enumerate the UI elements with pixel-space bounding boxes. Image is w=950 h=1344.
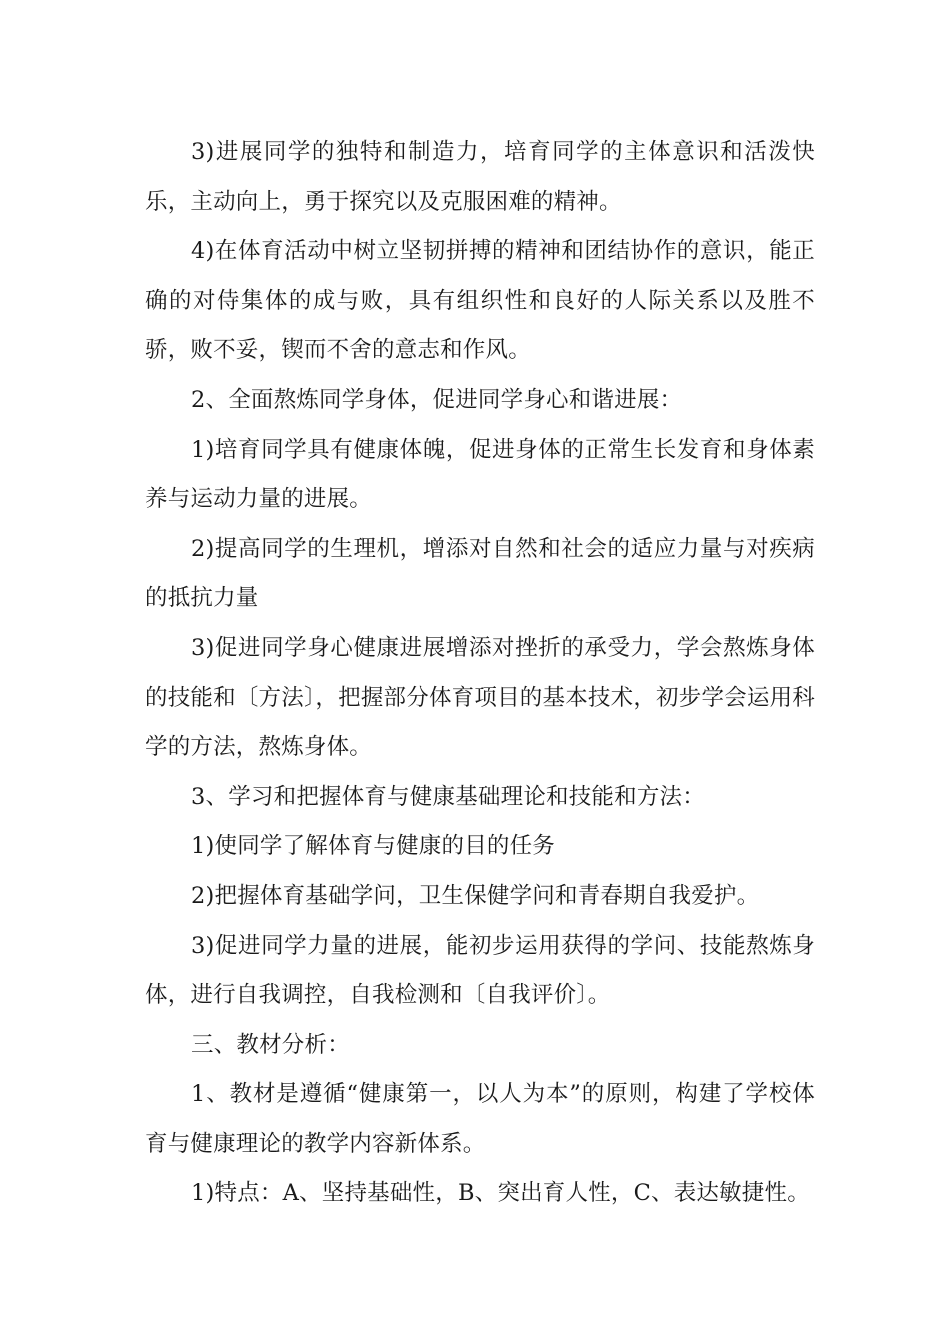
paragraph-10: 3)促进同学力量的进展，能初步运用获得的学问、技能熬炼身体，进行自我调控，自我检测和〔自我评价〕。 [145, 932, 815, 1009]
paragraph-8: 1)使同学了解体育与健康的目的任务 [191, 833, 555, 860]
section-heading: 三、教材分析： [191, 1031, 350, 1058]
document-body [145, 128, 815, 1219]
paragraph-4: 1)培育同学具有健康体魄，促进身体的正常生长发育和身体素养与运动力量的进展。 [145, 436, 815, 513]
paragraph-1: 3)进展同学的独特和制造力，培育同学的主体意识和活泼快乐，主动向上，勇于探究以及克服困难的精神。 [145, 139, 815, 215]
paragraph-3: 2、全面熬炼同学身体，促进同学身心和谐进展： [191, 386, 683, 413]
paragraph-2: 4)在体育活动中树立坚韧拼搏的精神和团结协作的意识，能正确的对侍集体的成与败，具有组织性和良好的人际关系以及胜不骄，败不妥，锲而不舍的意志和作风。 [145, 238, 815, 364]
paragraph-6: 3)促进同学身心健康进展增添对挫折的承受力，学会熬炼身体的技能和〔方法〕，把握部分体育项目的基本技术，初步学会运用科学的方法，熬炼身体。 [145, 634, 815, 761]
paragraph-7: 3、学习和把握体育与健康基础理论和技能和方法： [191, 783, 705, 810]
paragraph-5: 2)提高同学的生理机，增添对自然和社会的适应力量与对疾病的抵抗力量 [145, 535, 815, 612]
paragraph-13: 1)特点：A、坚持基础性，B、突出育人性，C、表达敏捷性。 [191, 1180, 810, 1207]
paragraph-9: 2)把握体育基础学问，卫生保健学问和青春期自我爱护。 [191, 882, 760, 909]
paragraph-12: 1、教材是遵循“健康第一，以人为本”的原则，构建了学校体育与健康理论的教学内容新体系。 [145, 1081, 815, 1157]
